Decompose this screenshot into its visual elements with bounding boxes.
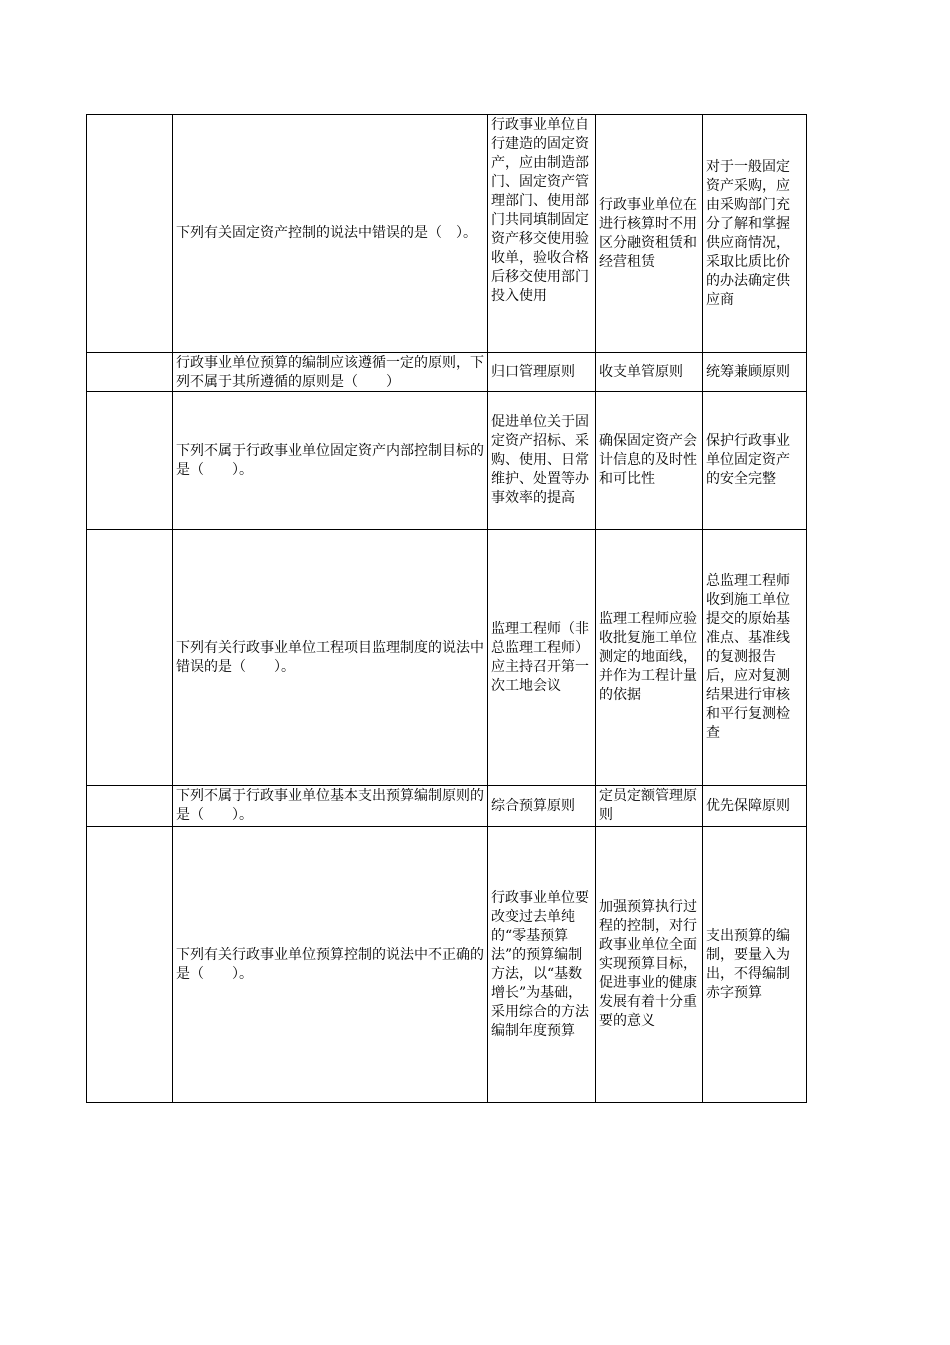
option-a-cell: 归口管理原则	[488, 353, 596, 392]
option-b-cell: 定员定额管理原则	[596, 786, 703, 827]
option-a-cell: 行政事业单位自行建造的固定资产，应由制造部门、固定资产管理部门、使用部门共同填制固定资产移交使用验收单，验收合格后移交使用部门投入使用	[488, 115, 596, 353]
question-cell: 行政事业单位预算的编制应该遵循一定的原则，下列不属于其所遵循的原则是（ ）	[173, 353, 488, 392]
option-a-cell: 综合预算原则	[488, 786, 596, 827]
option-c-cell: 支出预算的编制，要量入为出，不得编制赤字预算	[703, 827, 807, 1103]
option-a-cell: 监理工程师（非总监理工程师）应主持召开第一次工地会议	[488, 530, 596, 786]
option-b-cell: 确保固定资产会计信息的及时性和可比性	[596, 392, 703, 530]
row-number-cell	[87, 353, 173, 392]
table-row	[87, 115, 807, 353]
row-number-cell	[87, 115, 173, 353]
option-b-cell: 监理工程师应验收批复施工单位测定的地面线，并作为工程计量的依据	[596, 530, 703, 786]
option-c-cell: 统筹兼顾原则	[703, 353, 807, 392]
option-a-cell: 行政事业单位要改变过去单纯的“零基预算法”的预算编制方法，以“基数增长”为基础，采用综合的方法编制年度预算	[488, 827, 596, 1103]
option-b-cell: 收支单管原则	[596, 353, 703, 392]
option-c-cell: 保护行政事业单位固定资产的安全完整	[703, 392, 807, 530]
row-number-cell	[87, 827, 173, 1103]
option-c-cell: 对于一般固定资产采购，应由采购部门充分了解和掌握供应商情况，采取比质比价的办法确定供应商	[703, 115, 807, 353]
table-row	[87, 530, 807, 786]
question-cell: 下列有关行政事业单位工程项目监理制度的说法中错误的是（ ）。	[173, 530, 488, 786]
question-cell: 下列不属于行政事业单位固定资产内部控制目标的是（ ）。	[173, 392, 488, 530]
option-b-cell: 加强预算执行过程的控制，对行政事业单位全面实现预算目标，促进事业的健康发展有着十分重要的意义	[596, 827, 703, 1103]
question-table	[86, 114, 807, 1103]
table-row	[87, 786, 807, 827]
option-b-cell: 行政事业单位在进行核算时不用区分融资租赁和经营租赁	[596, 115, 703, 353]
row-number-cell	[87, 786, 173, 827]
row-number-cell	[87, 392, 173, 530]
question-cell: 下列有关行政事业单位预算控制的说法中不正确的是（ ）。	[173, 827, 488, 1103]
question-cell: 下列不属于行政事业单位基本支出预算编制原则的是（ ）。	[173, 786, 488, 827]
option-c-cell: 优先保障原则	[703, 786, 807, 827]
option-c-cell: 总监理工程师收到施工单位提交的原始基准点、基准线的复测报告后，应对复测结果进行审核和平行复测检查	[703, 530, 807, 786]
table-row	[87, 827, 807, 1103]
table-row	[87, 392, 807, 530]
table-row	[87, 353, 807, 392]
option-a-cell: 促进单位关于固定资产招标、采购、使用、日常维护、处置等办事效率的提高	[488, 392, 596, 530]
question-cell: 下列有关固定资产控制的说法中错误的是（ ）。	[173, 115, 488, 353]
row-number-cell	[87, 530, 173, 786]
